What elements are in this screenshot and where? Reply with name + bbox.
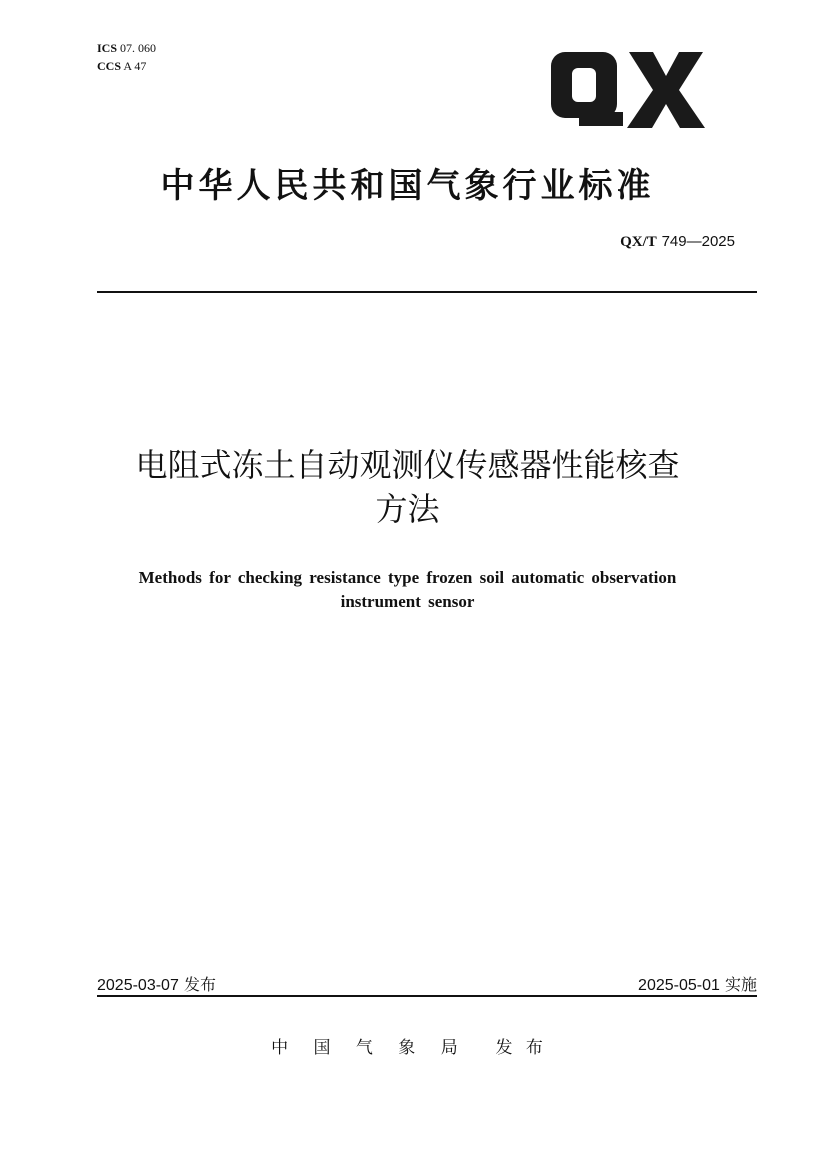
implement-date-block [638, 972, 757, 995]
standard-code [620, 232, 735, 251]
issue-label: 发布 [183, 975, 216, 994]
standard-code-number: 749—2025 [661, 233, 735, 250]
ics-label: ICS [97, 41, 118, 55]
qx-logo [549, 50, 707, 130]
implement-date: 2025-05-01 [638, 977, 720, 994]
chinese-title-line2: 方法 [375, 490, 440, 528]
header-divider [97, 291, 757, 293]
implement-label: 实施 [724, 975, 757, 994]
issue-date-block [97, 972, 216, 995]
chinese-title [0, 443, 815, 531]
english-title-line1: Methods for checking resistance type frozen soil automatic observation [138, 568, 677, 587]
issue-date: 2025-03-07 [97, 977, 179, 994]
issuer-name: 中 国 气 象 局 [271, 1038, 459, 1058]
ccs-code: A 47 [123, 59, 147, 73]
issuer-action: 发 布 [495, 1038, 544, 1058]
english-title [0, 566, 815, 614]
organization-title: 中华人民共和国气象行业标准 [160, 166, 655, 206]
english-title-line2: instrument sensor [340, 592, 475, 611]
standard-code-prefix: QX/T [620, 234, 657, 250]
footer-divider [97, 995, 757, 997]
ics-classification [97, 40, 156, 56]
ccs-label: CCS [97, 59, 122, 73]
issuer-line [0, 1033, 815, 1058]
ics-code: 07. 060 [120, 41, 157, 55]
ccs-classification [97, 58, 146, 74]
chinese-title-line1: 电阻式冻土自动观测仪传感器性能核查 [135, 446, 680, 484]
